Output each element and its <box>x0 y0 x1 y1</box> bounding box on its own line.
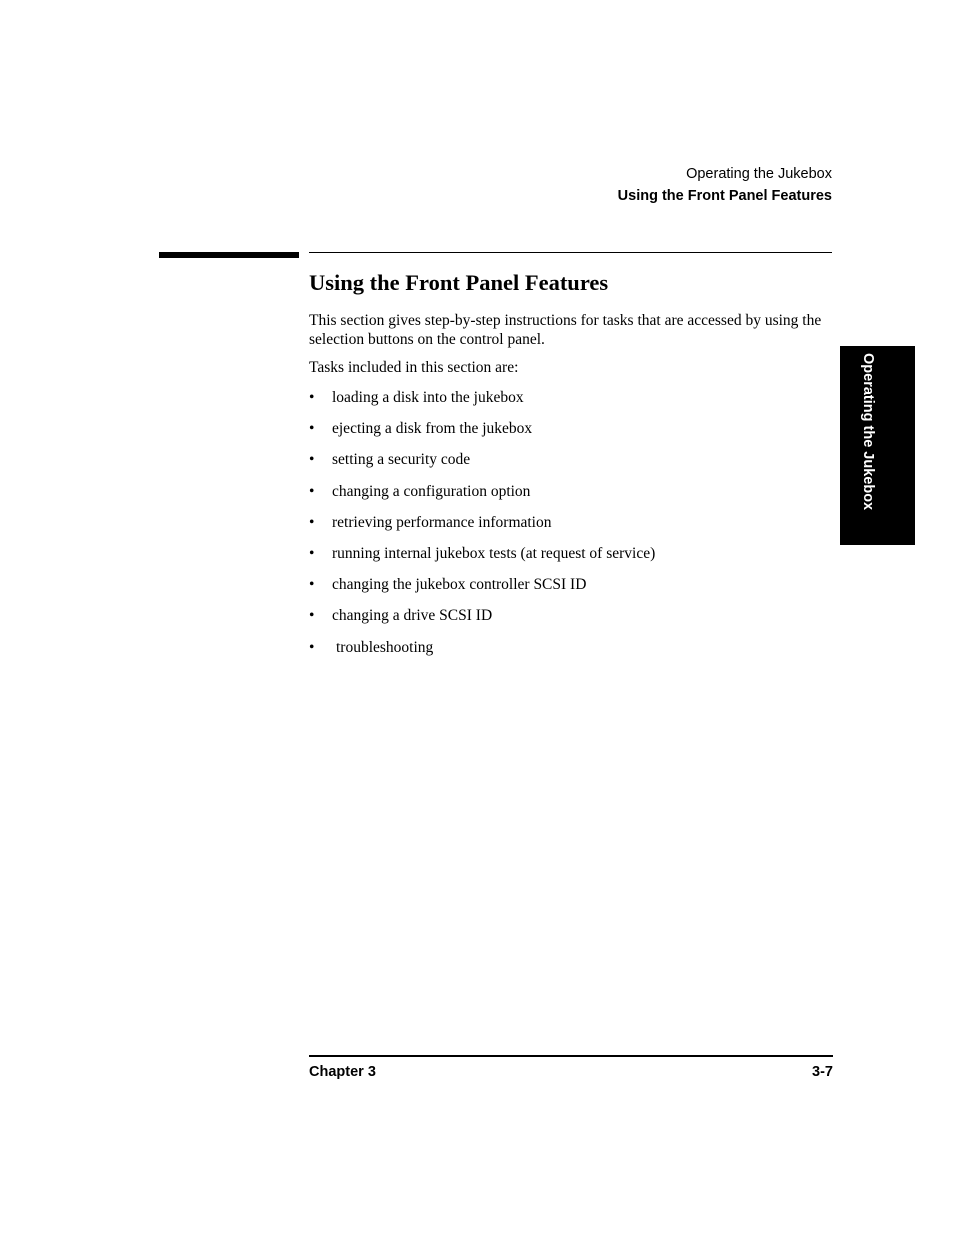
task-text: changing the jukebox controller SCSI ID <box>332 576 587 594</box>
heading-rule-thin <box>309 252 832 253</box>
bullet-icon: • <box>309 420 315 438</box>
chapter-thumb-tab <box>840 346 915 545</box>
bullet-icon: • <box>309 544 315 562</box>
task-text: changing a configuration option <box>332 482 531 500</box>
heading-rule-thick <box>159 252 299 258</box>
bullet-icon: • <box>309 513 315 531</box>
bullet-icon: • <box>309 451 315 469</box>
running-head-section: Using the Front Panel Features <box>617 188 832 204</box>
bullet-icon: • <box>309 482 315 500</box>
task-text: loading a disk into the jukebox <box>332 389 524 406</box>
task-text: changing a drive SCSI ID <box>332 607 493 625</box>
intro-paragraph: This section gives step-by-step instructions for tasks that are accessed by using the selection buttons on the control panel. <box>309 312 822 348</box>
footer-rule <box>309 1055 833 1057</box>
running-head-chapter: Operating the Jukebox <box>686 166 832 182</box>
section-heading: Using the Front Panel Features <box>309 270 609 295</box>
footer-page-number: 3-7 <box>812 1064 833 1080</box>
task-text: retrieving performance information <box>332 513 552 531</box>
bullet-icon: • <box>309 576 315 594</box>
tasks-intro-paragraph: Tasks included in this section are: <box>309 359 519 376</box>
task-text: ejecting a disk from the jukebox <box>332 420 533 438</box>
task-text: setting a security code <box>332 451 471 469</box>
bullet-icon: • <box>309 638 315 656</box>
bullet-icon: • <box>309 389 315 406</box>
task-text: running internal jukebox tests (at request of service) <box>332 544 656 562</box>
bullet-icon: • <box>309 607 315 625</box>
task-text: troubleshooting <box>336 638 434 656</box>
footer-chapter: Chapter 3 <box>309 1064 376 1080</box>
chapter-thumb-tab-label: Operating the Jukebox <box>860 353 876 511</box>
